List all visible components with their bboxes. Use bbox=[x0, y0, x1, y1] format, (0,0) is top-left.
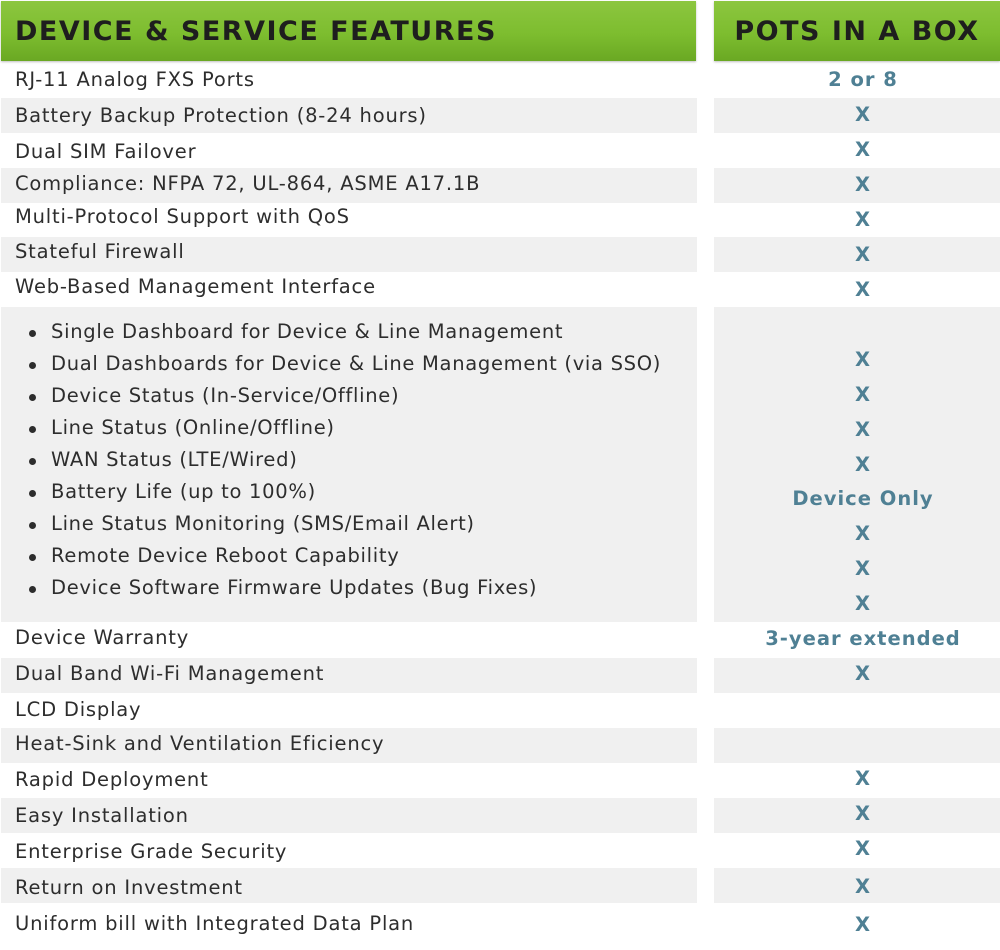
feature-label: Enterprise Grade Security bbox=[15, 840, 288, 863]
feature-value: X bbox=[854, 913, 872, 936]
feature-label: Multi-Protocol Support with QoS bbox=[15, 205, 350, 228]
management-item-label: Device Software Firmware Updates (Bug Fixes) bbox=[51, 576, 538, 599]
features-column-title: DEVICE & SERVICE FEATURES bbox=[15, 15, 497, 47]
feature-label: RJ-11 Analog FXS Ports bbox=[15, 68, 255, 91]
feature-value: X bbox=[854, 243, 872, 266]
feature-label: Return on Investment bbox=[15, 876, 243, 899]
row-band bbox=[714, 728, 1000, 763]
management-item-value: X bbox=[854, 592, 872, 615]
feature-label: Rapid Deployment bbox=[15, 768, 209, 791]
management-item-label: Single Dashboard for Device & Line Management bbox=[51, 320, 564, 343]
management-item-value: X bbox=[854, 557, 872, 580]
product-column-header bbox=[714, 1, 1000, 61]
feature-value: X bbox=[854, 173, 872, 196]
management-item-label: Battery Life (up to 100%) bbox=[51, 480, 316, 503]
management-item-label: Line Status (Online/Offline) bbox=[51, 416, 335, 439]
feature-label: Stateful Firewall bbox=[15, 240, 185, 263]
feature-label: Heat-Sink and Ventilation Eficiency bbox=[15, 732, 385, 755]
feature-label: LCD Display bbox=[15, 698, 142, 721]
management-item-label: Remote Device Reboot Capability bbox=[51, 544, 400, 567]
feature-label: Device Warranty bbox=[15, 626, 190, 649]
feature-value: X bbox=[854, 767, 872, 790]
bullet-icon bbox=[29, 362, 36, 369]
feature-value: X bbox=[854, 837, 872, 860]
feature-value: X bbox=[854, 208, 872, 231]
feature-label: Dual SIM Failover bbox=[15, 140, 197, 163]
management-item-value: X bbox=[854, 522, 872, 545]
feature-value: X bbox=[854, 875, 872, 898]
management-item-value: X bbox=[854, 383, 872, 406]
feature-label: Easy Installation bbox=[15, 804, 189, 827]
feature-label: Web-Based Management Interface bbox=[15, 275, 376, 298]
bullet-icon bbox=[29, 490, 36, 497]
feature-label: Uniform bill with Integrated Data Plan bbox=[15, 912, 415, 935]
management-item-label: Dual Dashboards for Device & Line Management (via SSO) bbox=[51, 352, 662, 375]
bullet-icon bbox=[29, 522, 36, 529]
feature-value: X bbox=[854, 138, 872, 161]
management-item-value: Device Only bbox=[792, 487, 934, 510]
feature-label: Battery Backup Protection (8-24 hours) bbox=[15, 104, 427, 127]
features-column-header bbox=[1, 1, 696, 61]
feature-value: X bbox=[854, 103, 872, 126]
management-item-value: X bbox=[854, 453, 872, 476]
feature-value: X bbox=[854, 802, 872, 825]
feature-value: 3-year extended bbox=[765, 627, 961, 650]
feature-label: Dual Band Wi-Fi Management bbox=[15, 662, 325, 685]
bullet-icon bbox=[29, 330, 36, 337]
management-item-value: X bbox=[854, 418, 872, 441]
bullet-icon bbox=[29, 586, 36, 593]
feature-value: 2 or 8 bbox=[828, 68, 898, 91]
bullet-icon bbox=[29, 426, 36, 433]
feature-value: X bbox=[854, 278, 872, 301]
management-item-label: Device Status (In-Service/Offline) bbox=[51, 384, 400, 407]
product-column-title: POTS IN A BOX bbox=[734, 15, 980, 47]
feature-value: X bbox=[854, 662, 872, 685]
management-item-value: X bbox=[854, 348, 872, 371]
bullet-icon bbox=[29, 394, 36, 401]
management-item-label: WAN Status (LTE/Wired) bbox=[51, 448, 298, 471]
bullet-icon bbox=[29, 458, 36, 465]
feature-label: Compliance: NFPA 72, UL-864, ASME A17.1B bbox=[15, 172, 481, 195]
management-item-label: Line Status Monitoring (SMS/Email Alert) bbox=[51, 512, 475, 535]
bullet-icon bbox=[29, 554, 36, 561]
